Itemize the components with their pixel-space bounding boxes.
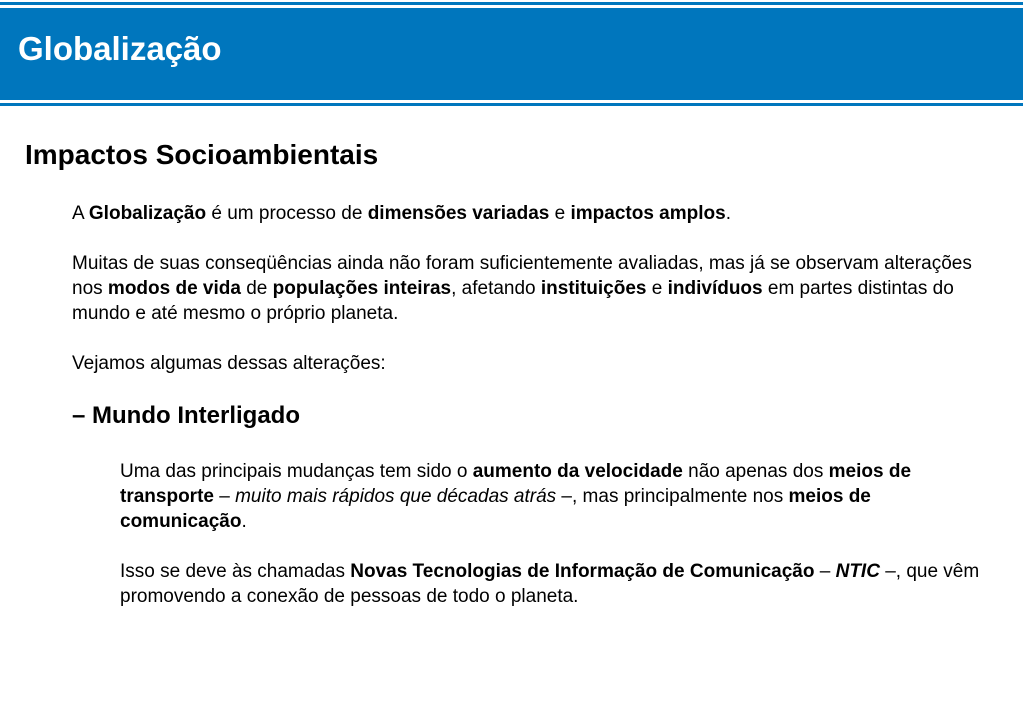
paragraph-consequences-text: , afetando <box>451 278 541 299</box>
paragraph-speed-bold: meios de comunicação <box>120 486 871 532</box>
paragraph-speed-text: – <box>213 486 236 507</box>
paragraph-intro-text: e <box>549 203 571 224</box>
paragraph-ntic-text: Isso se deve às chamadas <box>120 561 351 582</box>
paragraph-intro-text: é um processo de <box>206 203 368 224</box>
paragraph-speed-text: . <box>241 511 247 532</box>
paragraph-ntic-acronym-text: NTIC <box>835 561 880 582</box>
paragraph-consequences-text: e <box>646 278 668 299</box>
paragraph-intro-bold: impactos amplos <box>570 203 726 224</box>
paragraph-intro-text: . <box>725 203 731 224</box>
paragraph-ntic-text: –, que vêm promovendo a conexão de pessoas de todo o planeta. <box>120 561 980 607</box>
paragraph-lead-in: Vejamos algumas dessas alterações: <box>72 353 386 374</box>
paragraph-speed-bold: aumento da velocidade <box>472 461 683 482</box>
paragraph-consequences-text: de <box>240 278 273 299</box>
subsection-heading: – Mundo Interligado <box>72 402 300 429</box>
paragraph-ntic <box>120 559 1000 609</box>
paragraph-speed-text: –, mas principalmente nos <box>556 486 789 507</box>
paragraph-consequences-text: Muitas de suas conseqüências ainda não foram suficientemente avaliadas, mas já se observam alterações nos <box>72 253 972 299</box>
paragraph-consequences-bold: instituições <box>540 278 647 299</box>
paragraph-ntic-acronym <box>836 561 880 582</box>
section-heading: Impactos Socioambientais <box>25 139 379 170</box>
paragraph-intro-bold: dimensões variadas <box>367 203 550 224</box>
paragraph-speed-text: não apenas dos <box>682 461 829 482</box>
paragraph-consequences-bold: modos de vida <box>107 278 241 299</box>
paragraph-consequences-bold: populações inteiras <box>272 278 452 299</box>
paragraph-ntic-text: – <box>814 561 836 582</box>
paragraph-intro-text: A <box>72 203 89 224</box>
slide-title: Globalização <box>18 30 222 67</box>
paragraph-speed-bold: meios de transporte <box>120 461 912 507</box>
paragraph-speed <box>120 459 1000 534</box>
paragraph-consequences-text: em partes distintas do mundo e até mesmo o próprio planeta. <box>72 278 954 324</box>
header-bottom-rule <box>0 103 1023 106</box>
paragraph-consequences <box>72 251 992 326</box>
paragraph-intro-bold: Globalização <box>88 203 207 224</box>
paragraph-consequences-bold: indivíduos <box>667 278 763 299</box>
header-top-rule <box>0 2 1023 5</box>
paragraph-speed-italic: muito mais rápidos que décadas atrás <box>235 486 557 507</box>
paragraph-speed-text: Uma das principais mudanças tem sido o <box>120 461 473 482</box>
paragraph-ntic-bold: Novas Tecnologias de Informação de Comunicação <box>350 561 815 582</box>
paragraph-intro <box>72 201 992 226</box>
